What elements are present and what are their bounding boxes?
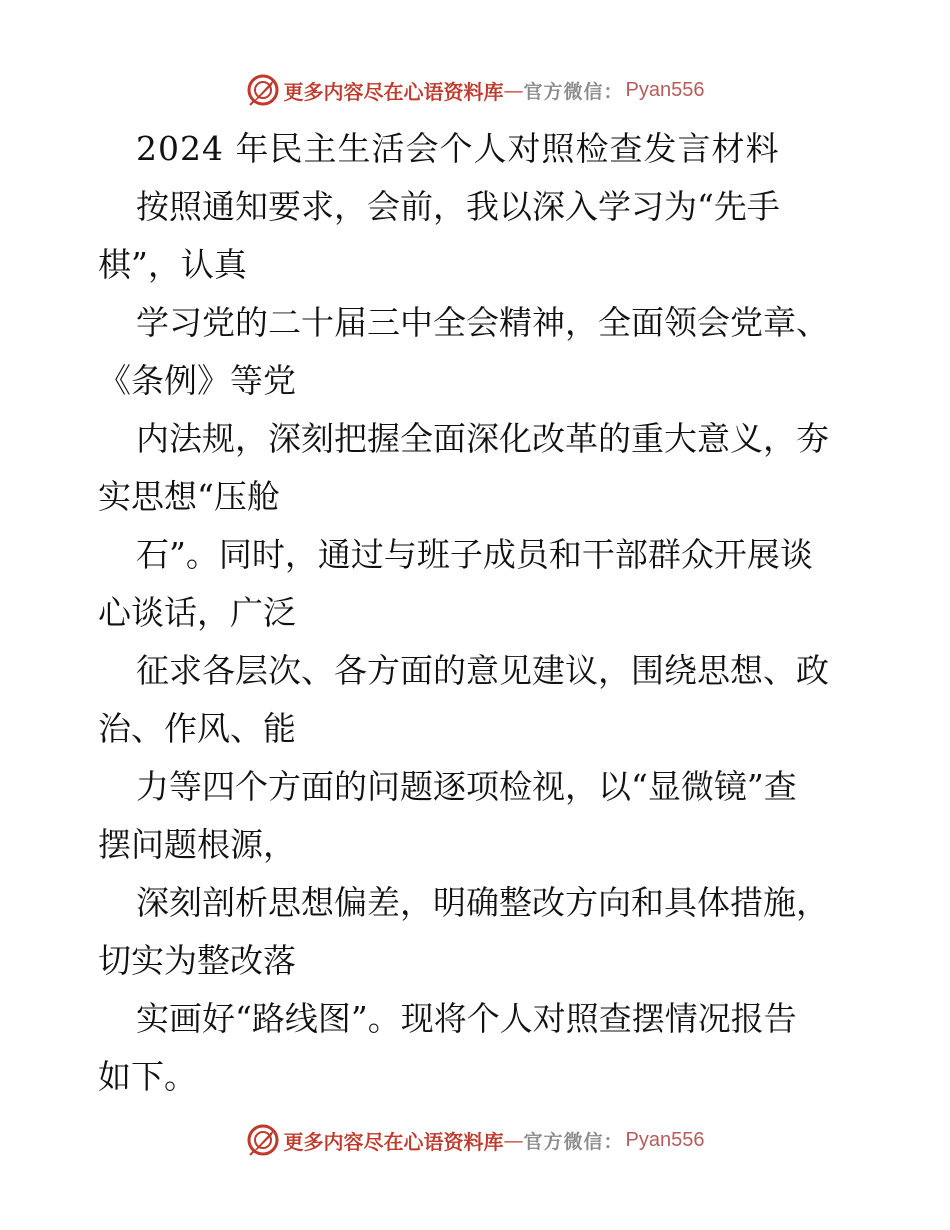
footer-banner — [0, 1120, 950, 1160]
banner-contact-id: Pyan556 — [625, 78, 705, 101]
paragraph-line: 学习党的二十届三中全会精神，全面领会党章、 — [136, 303, 829, 342]
paragraph-line: 深刻剖析思想偏差，明确整改方向和具体措施， — [136, 883, 829, 922]
paragraph-line: 棋”，认真 — [98, 245, 247, 284]
paragraph-line: 石”。同时，通过与班子成员和干部群众开展谈 — [136, 535, 813, 574]
paragraph-line: 力等四个方面的问题逐项检视，以“显微镜”查 — [136, 767, 797, 806]
header-banner — [0, 70, 950, 110]
banner-contact-label: 官方微信： — [523, 1130, 624, 1153]
quill-seal-icon — [246, 73, 280, 107]
paragraph-line: 心谈话，广泛 — [98, 593, 296, 632]
paragraph-line: 如下。 — [98, 1057, 197, 1096]
banner-main-text: 更多内容尽在心语资料库 — [283, 1129, 504, 1154]
paragraph-line: 摆问题根源， — [98, 825, 296, 864]
document-body — [98, 120, 858, 1106]
banner-contact-id: Pyan556 — [625, 1128, 705, 1151]
paragraph-line: 实思想“压舱 — [98, 477, 280, 516]
paragraph-line: 实画好“路线图”。现将个人对照查摆情况报告 — [136, 999, 797, 1038]
banner-separator: — — [503, 1128, 524, 1152]
paragraph-line: 内法规，深刻把握全面深化改革的重大意义，夯 — [136, 419, 829, 458]
paragraph-line: 切实为整改落 — [98, 941, 296, 980]
paragraph-line: 按照通知要求，会前，我以深入学习为“先手 — [136, 187, 780, 226]
banner-contact-label: 官方微信： — [523, 80, 624, 103]
quill-seal-icon — [246, 1123, 280, 1157]
paragraph-line: 《条例》等党 — [98, 361, 296, 400]
banner-separator: — — [503, 78, 524, 102]
paragraph-line: 征求各层次、各方面的意见建议，围绕思想、政 — [136, 651, 829, 690]
banner-main-text: 更多内容尽在心语资料库 — [283, 79, 504, 104]
document-title: 2024 年民主生活会个人对照检查发言材料 — [136, 129, 780, 168]
paragraph-line: 治、作风、能 — [98, 709, 296, 748]
